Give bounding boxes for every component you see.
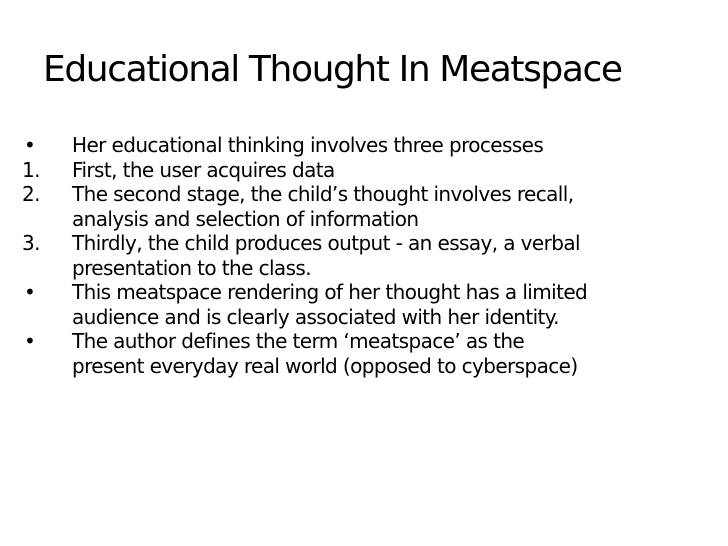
- list-item-line: Her educational thinking involves three processes: [72, 133, 544, 157]
- list-item-line: audience and is clearly associated with her identity.: [72, 304, 559, 329]
- list-item: [22, 329, 702, 378]
- bullet-list: [22, 133, 702, 378]
- list-item-line: First, the user acquires data: [72, 157, 335, 182]
- bullet-marker: •: [24, 329, 36, 353]
- list-item-line: present everyday real world (opposed to cyberspace): [72, 353, 578, 378]
- list-item: [22, 158, 702, 183]
- list-item: [22, 182, 702, 231]
- list-item-line: analysis and selection of information: [72, 206, 419, 231]
- list-item: [22, 231, 702, 280]
- list-item-line: The author defines the term ‘meatspace’ as the: [72, 329, 525, 353]
- bullet-marker: •: [24, 280, 36, 304]
- bullet-marker: •: [24, 133, 36, 157]
- list-item-line: presentation to the class.: [72, 255, 311, 280]
- list-item: [22, 280, 702, 329]
- list-item-line: Thirdly, the child produces output - an essay, a verbal: [72, 231, 580, 255]
- number-marker: 3.: [22, 231, 40, 255]
- number-marker: 2.: [22, 182, 40, 206]
- number-marker: 1.: [22, 157, 40, 182]
- list-item: [22, 133, 702, 158]
- slide-title: Educational Thought In Meatspace: [43, 49, 622, 90]
- list-item-line: The second stage, the child’s thought involves recall,: [72, 182, 574, 206]
- list-item-line: This meatspace rendering of her thought has a limited: [72, 280, 588, 304]
